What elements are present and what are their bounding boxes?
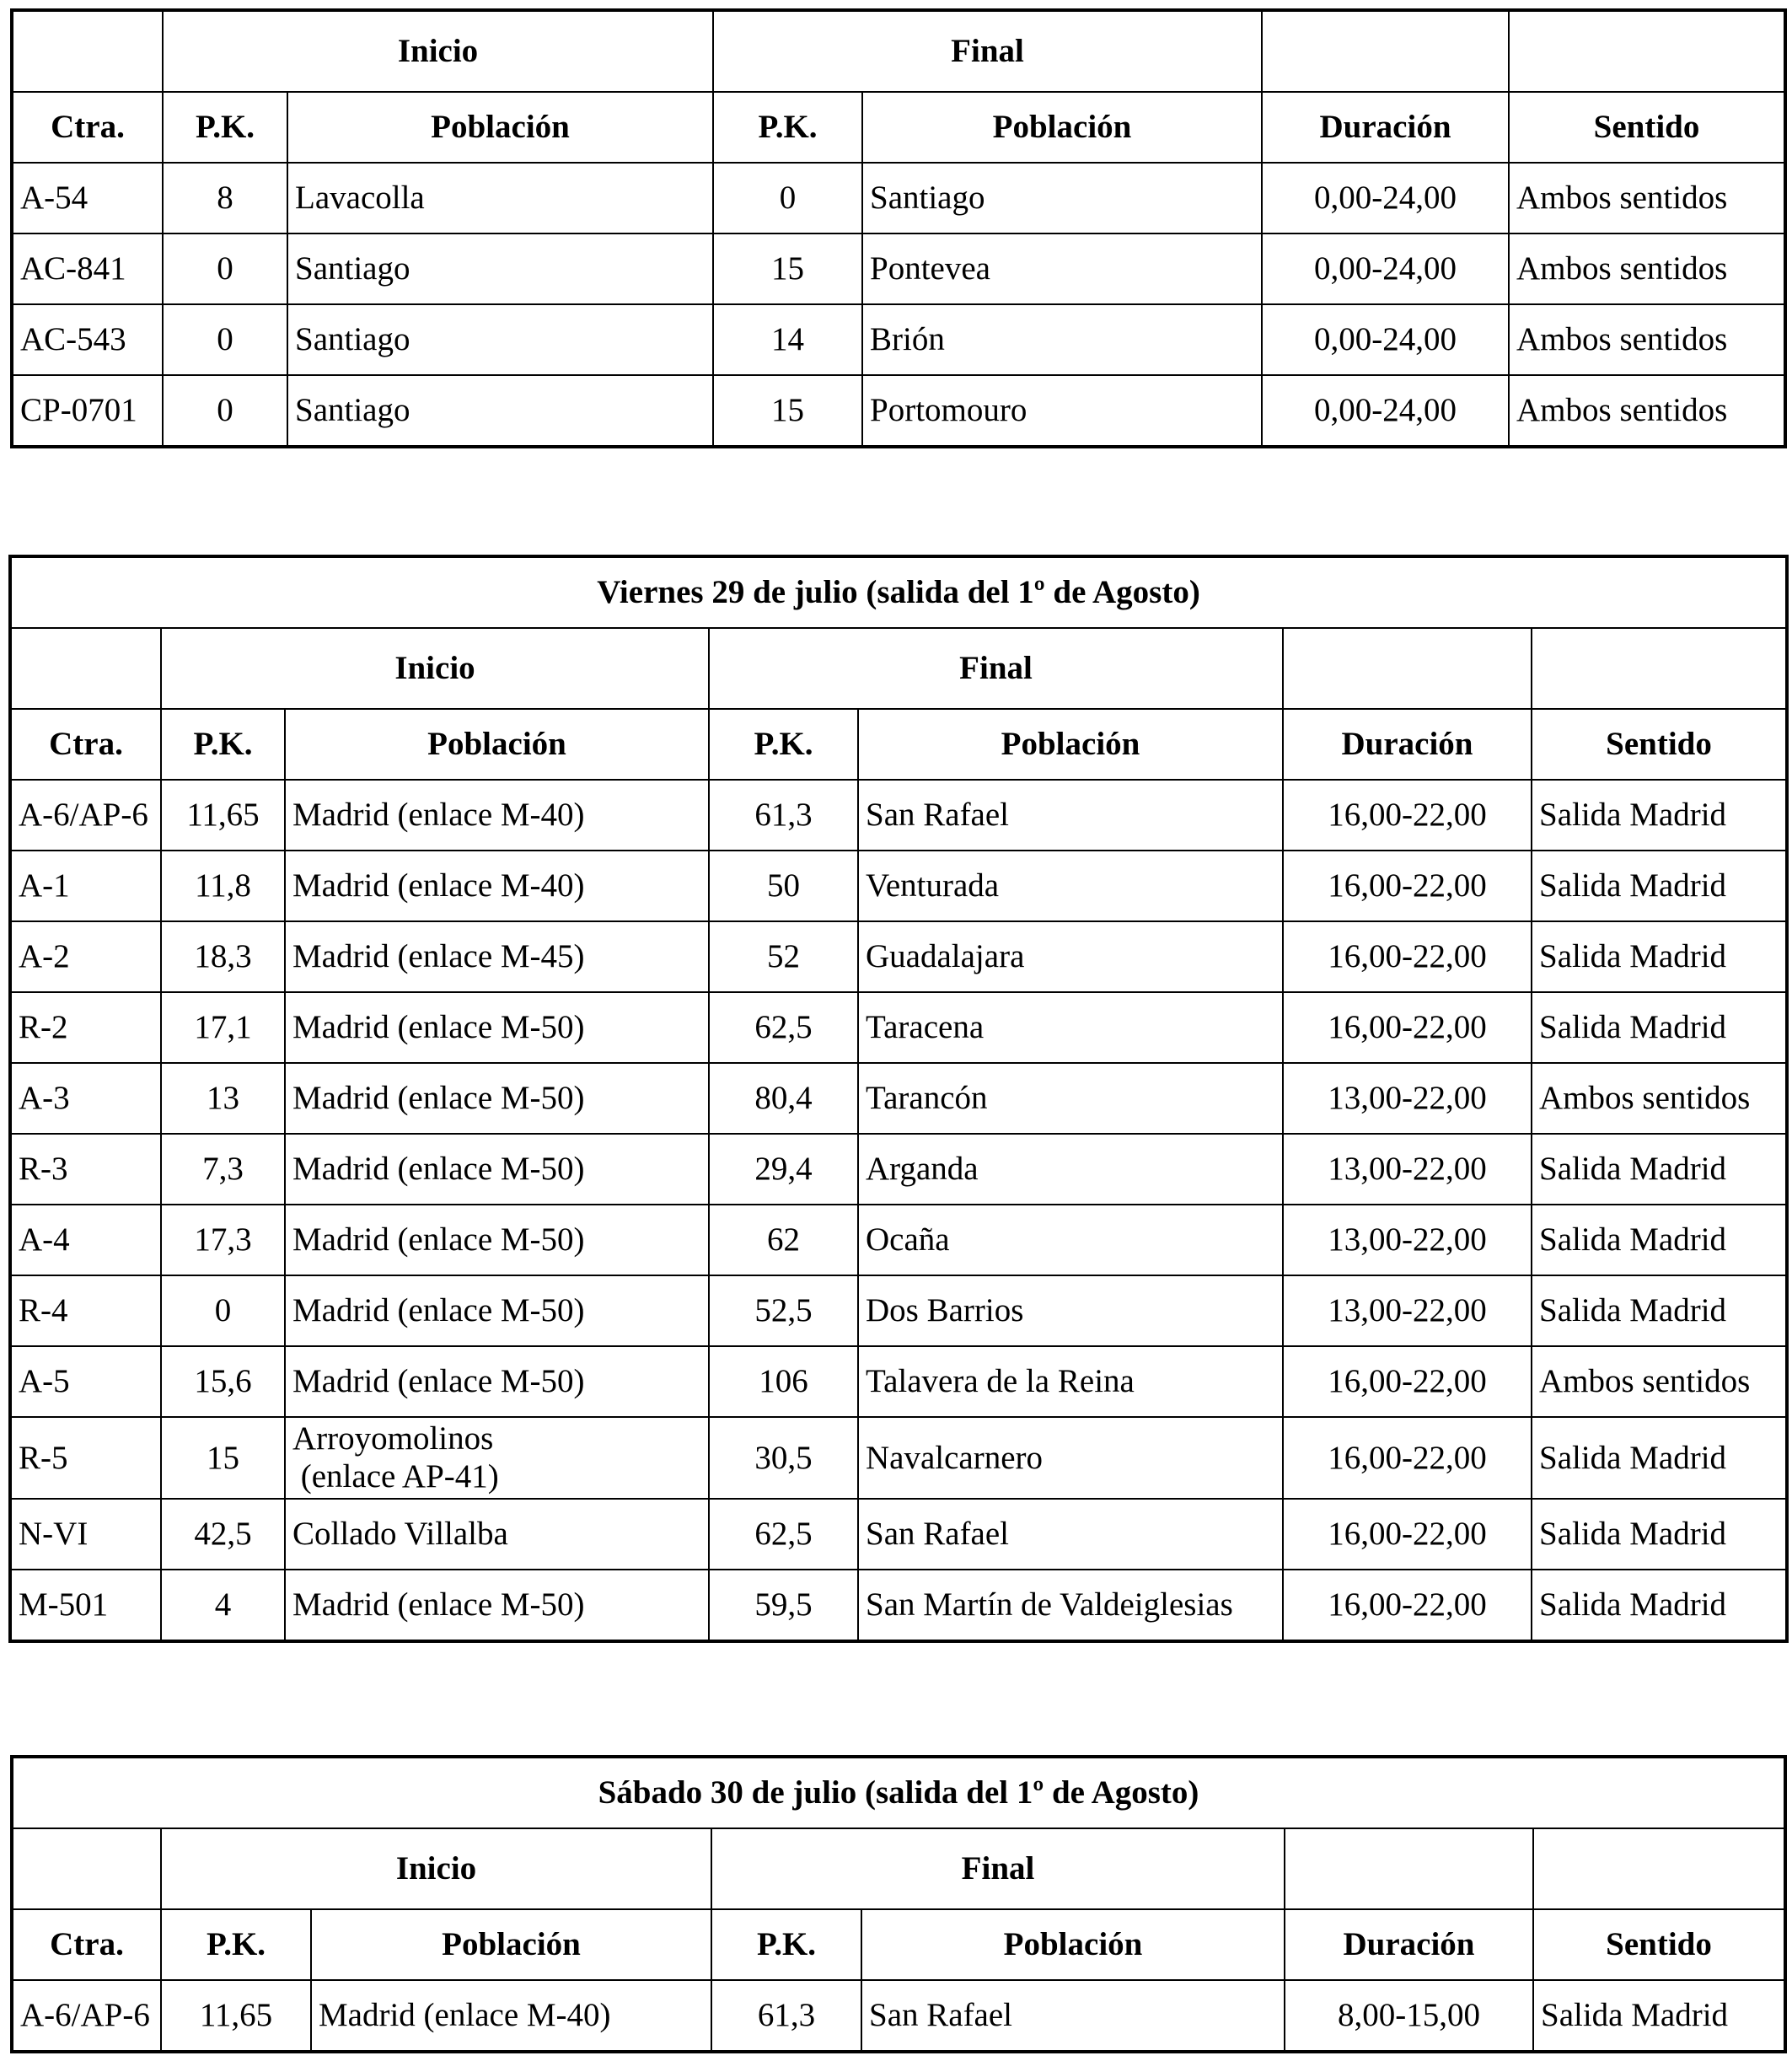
final-header: Final [713,10,1262,92]
poblacion-final-cell: Pontevea [862,233,1262,304]
table-row [12,233,1785,304]
pk-final-cell: 61,3 [711,1980,861,2052]
ctra-cell: M-501 [10,1570,161,1641]
inicio-header: Inicio [163,10,713,92]
sentido-cell: Ambos sentidos [1509,163,1785,233]
pk-inicio-cell: 0 [163,233,287,304]
duracion-cell: 0,00-24,00 [1262,163,1509,233]
pk-inicio-cell: 11,8 [161,851,285,921]
ctra-cell: A-4 [10,1205,161,1275]
table-row [12,304,1785,375]
poblacion-inicio-cell: Santiago [287,304,713,375]
sentido-cell: Salida Madrid [1532,1134,1787,1205]
table-row [10,1417,1787,1499]
inicio-header: Inicio [161,628,709,709]
sentido-cell: Ambos sentidos [1509,233,1785,304]
column-header-poblacion-final: Población [858,709,1283,780]
column-header-duracion: Duración [1283,709,1532,780]
poblacion-inicio-cell: Lavacolla [287,163,713,233]
sentido-cell: Ambos sentidos [1509,304,1785,375]
ctra-cell: CP-0701 [12,375,163,447]
table-row [10,1134,1787,1205]
blank-cell [1533,1828,1785,1909]
table-row [10,1499,1787,1570]
poblacion-inicio-cell: Collado Villalba [285,1499,709,1570]
duracion-cell: 16,00-22,00 [1283,851,1532,921]
duracion-cell: 16,00-22,00 [1283,992,1532,1063]
duracion-cell: 16,00-22,00 [1283,780,1532,851]
table-row [10,1063,1787,1134]
pk-inicio-cell: 17,1 [161,992,285,1063]
table-row [10,921,1787,992]
column-header-sentido: Sentido [1533,1909,1785,1980]
poblacion-final-cell: Dos Barrios [858,1275,1283,1346]
ctra-cell: A-1 [10,851,161,921]
ctra-cell: AC-841 [12,233,163,304]
table-body [12,10,1785,447]
sentido-cell: Salida Madrid [1532,780,1787,851]
column-header-pk-final: P.K. [709,709,858,780]
pk-final-cell: 62,5 [709,992,858,1063]
blank-cell [12,10,163,92]
sentido-cell: Salida Madrid [1532,851,1787,921]
poblacion-final-cell: San Martín de Valdeiglesias [858,1570,1283,1641]
ctra-cell: A-6/AP-6 [12,1980,161,2052]
column-header-ctra: Ctra. [12,1909,161,1980]
poblacion-inicio-cell: Madrid (enlace M-50) [285,1134,709,1205]
poblacion-inicio-cell: Madrid (enlace M-50) [285,992,709,1063]
ctra-cell: R-2 [10,992,161,1063]
sentido-cell: Salida Madrid [1532,1417,1787,1499]
poblacion-final-cell: Guadalajara [858,921,1283,992]
ctra-cell: A-3 [10,1063,161,1134]
poblacion-inicio-cell: Arroyomolinos (enlace AP-41) [285,1417,709,1499]
poblacion-final-cell: San Rafael [858,1499,1283,1570]
column-header-pk-final: P.K. [713,92,862,163]
poblacion-inicio-cell: Madrid (enlace M-50) [285,1063,709,1134]
table-row [10,780,1787,851]
column-header-poblacion-inicio: Población [311,1909,711,1980]
column-header-sentido: Sentido [1532,709,1787,780]
column-header-row [12,92,1785,163]
sentido-cell: Salida Madrid [1532,1499,1787,1570]
pk-inicio-cell: 17,3 [161,1205,285,1275]
column-header-row [10,709,1787,780]
duracion-cell: 8,00-15,00 [1285,1980,1533,2052]
duracion-cell: 16,00-22,00 [1283,1346,1532,1417]
ctra-cell: R-3 [10,1134,161,1205]
poblacion-inicio-cell: Madrid (enlace M-45) [285,921,709,992]
poblacion-inicio-cell: Madrid (enlace M-50) [285,1346,709,1417]
poblacion-inicio-cell: Madrid (enlace M-50) [285,1205,709,1275]
poblacion-final-cell: Santiago [862,163,1262,233]
column-header-pk-inicio: P.K. [161,1909,311,1980]
group-header-row [12,1828,1785,1909]
table-row [10,1570,1787,1641]
column-header-poblacion-inicio: Población [285,709,709,780]
ctra-cell: AC-543 [12,304,163,375]
pk-final-cell: 106 [709,1346,858,1417]
duracion-cell: 16,00-22,00 [1283,1499,1532,1570]
duracion-cell: 0,00-24,00 [1262,304,1509,375]
column-header-ctra: Ctra. [12,92,163,163]
pk-inicio-cell: 0 [163,304,287,375]
poblacion-final-cell: San Rafael [861,1980,1285,2052]
blank-cell [1262,10,1509,92]
final-header: Final [709,628,1283,709]
table-row [12,1980,1785,2052]
poblacion-final-cell: Venturada [858,851,1283,921]
table-body [12,1757,1785,2052]
poblacion-inicio-cell: Madrid (enlace M-40) [285,780,709,851]
pk-inicio-cell: 15,6 [161,1346,285,1417]
pk-inicio-cell: 18,3 [161,921,285,992]
table-row [10,992,1787,1063]
duracion-cell: 13,00-22,00 [1283,1275,1532,1346]
inicio-header: Inicio [161,1828,711,1909]
table-row [12,375,1785,447]
blank-cell [10,628,161,709]
table-row [10,1346,1787,1417]
final-header: Final [711,1828,1285,1909]
sentido-cell: Salida Madrid [1532,1275,1787,1346]
blank-cell [1532,628,1787,709]
table-row [10,1275,1787,1346]
pk-inicio-cell: 8 [163,163,287,233]
table-row [10,851,1787,921]
pk-final-cell: 14 [713,304,862,375]
ctra-cell: R-5 [10,1417,161,1499]
ctra-cell: A-2 [10,921,161,992]
poblacion-inicio-cell: Santiago [287,375,713,447]
poblacion-final-cell: Navalcarnero [858,1417,1283,1499]
poblacion-final-cell: Brión [862,304,1262,375]
pk-inicio-cell: 0 [161,1275,285,1346]
pk-final-cell: 61,3 [709,780,858,851]
duracion-cell: 13,00-22,00 [1283,1205,1532,1275]
pk-inicio-cell: 7,3 [161,1134,285,1205]
column-header-poblacion-final: Población [861,1909,1285,1980]
pk-final-cell: 15 [713,233,862,304]
pk-final-cell: 52 [709,921,858,992]
column-header-pk-final: P.K. [711,1909,861,1980]
poblacion-inicio-cell: Madrid (enlace M-40) [311,1980,711,2052]
duracion-cell: 16,00-22,00 [1283,1417,1532,1499]
column-header-row [12,1909,1785,1980]
ctra-cell: R-4 [10,1275,161,1346]
column-header-ctra: Ctra. [10,709,161,780]
table-body [10,556,1787,1641]
poblacion-final-cell: Ocaña [858,1205,1283,1275]
pk-final-cell: 80,4 [709,1063,858,1134]
table-row [10,1205,1787,1275]
column-header-pk-inicio: P.K. [163,92,287,163]
pk-final-cell: 59,5 [709,1570,858,1641]
pk-final-cell: 15 [713,375,862,447]
ctra-cell: A-54 [12,163,163,233]
sentido-cell: Salida Madrid [1533,1980,1785,2052]
duracion-cell: 16,00-22,00 [1283,1570,1532,1641]
ctra-cell: N-VI [10,1499,161,1570]
pk-final-cell: 62,5 [709,1499,858,1570]
column-header-duracion: Duración [1262,92,1509,163]
table-title: Viernes 29 de julio (salida del 1º de Agosto) [10,556,1787,628]
poblacion-inicio-cell: Madrid (enlace M-50) [285,1275,709,1346]
table-row [12,163,1785,233]
poblacion-final-cell: Arganda [858,1134,1283,1205]
pk-final-cell: 52,5 [709,1275,858,1346]
pk-inicio-cell: 15 [161,1417,285,1499]
ctra-cell: A-6/AP-6 [10,780,161,851]
table-sabado-30-julio [10,1755,1787,2053]
group-header-row [10,628,1787,709]
pk-inicio-cell: 11,65 [161,780,285,851]
column-header-pk-inicio: P.K. [161,709,285,780]
sentido-cell: Salida Madrid [1532,1570,1787,1641]
sentido-cell: Ambos sentidos [1532,1063,1787,1134]
duracion-cell: 13,00-22,00 [1283,1134,1532,1205]
column-header-poblacion-inicio: Población [287,92,713,163]
pk-final-cell: 50 [709,851,858,921]
pk-final-cell: 0 [713,163,862,233]
pk-inicio-cell: 13 [161,1063,285,1134]
pk-inicio-cell: 0 [163,375,287,447]
blank-cell [1285,1828,1533,1909]
blank-cell [1283,628,1532,709]
duracion-cell: 0,00-24,00 [1262,233,1509,304]
pk-inicio-cell: 42,5 [161,1499,285,1570]
column-header-sentido: Sentido [1509,92,1785,163]
blank-cell [1509,10,1785,92]
table-viernes-29-julio [8,555,1789,1643]
table-title-row [12,1757,1785,1828]
poblacion-final-cell: Talavera de la Reina [858,1346,1283,1417]
group-header-row [12,10,1785,92]
duracion-cell: 0,00-24,00 [1262,375,1509,447]
poblacion-final-cell: San Rafael [858,780,1283,851]
pk-inicio-cell: 11,65 [161,1980,311,2052]
table-title-row [10,556,1787,628]
sentido-cell: Ambos sentidos [1509,375,1785,447]
table-santiago [10,8,1787,448]
ctra-cell: A-5 [10,1346,161,1417]
column-header-poblacion-final: Población [862,92,1262,163]
column-header-duracion: Duración [1285,1909,1533,1980]
poblacion-final-cell: Taracena [858,992,1283,1063]
pk-final-cell: 62 [709,1205,858,1275]
blank-cell [12,1828,161,1909]
duracion-cell: 13,00-22,00 [1283,1063,1532,1134]
pk-final-cell: 30,5 [709,1417,858,1499]
poblacion-final-cell: Tarancón [858,1063,1283,1134]
poblacion-inicio-cell: Madrid (enlace M-40) [285,851,709,921]
table-title: Sábado 30 de julio (salida del 1º de Agosto) [12,1757,1785,1828]
sentido-cell: Salida Madrid [1532,921,1787,992]
pk-final-cell: 29,4 [709,1134,858,1205]
poblacion-inicio-cell: Santiago [287,233,713,304]
sentido-cell: Ambos sentidos [1532,1346,1787,1417]
poblacion-inicio-cell: Madrid (enlace M-50) [285,1570,709,1641]
duracion-cell: 16,00-22,00 [1283,921,1532,992]
sentido-cell: Salida Madrid [1532,992,1787,1063]
pk-inicio-cell: 4 [161,1570,285,1641]
poblacion-final-cell: Portomouro [862,375,1262,447]
sentido-cell: Salida Madrid [1532,1205,1787,1275]
